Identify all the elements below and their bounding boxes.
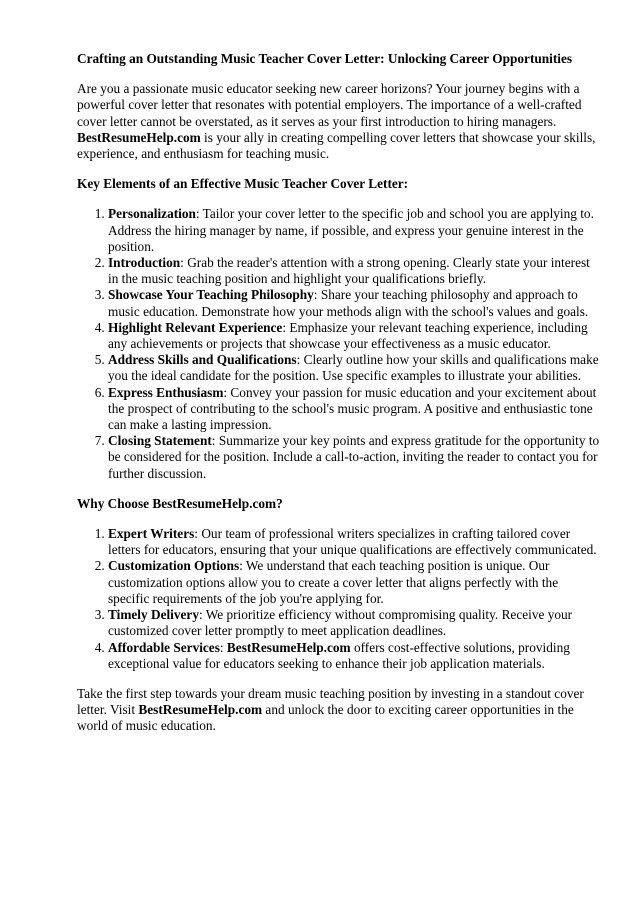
- list-item: [108, 385, 601, 434]
- list-item-desc: : Share your teaching philosophy and approach to music education. Demonstrate how your methods align with the school's values and goals.: [108, 287, 589, 319]
- list-item: [108, 352, 601, 384]
- list-item-desc: : Clearly outline how your skills and qualifications make you the ideal candidate for the position. Use specific examples to illustrate your abilities.: [108, 352, 599, 384]
- list-item-desc: : Our team of professional writers specializes in crafting tailored cover letters for educators, ensuring that your unique qualifications are effectively communicated.: [108, 526, 597, 558]
- list-item-desc: : Summarize your key points and express gratitude for the opportunity to be considered for the position. Include a call-to-action, inviting the reader to contact you for further discussion.: [108, 433, 600, 481]
- list-item-term: Closing Statement: [108, 433, 212, 449]
- list-item: [108, 287, 601, 319]
- list-item: [108, 607, 601, 639]
- list-item-term: Address Skills and Qualifications: [108, 352, 297, 368]
- list-item: [108, 206, 601, 255]
- list-item-desc: : Convey your passion for music education and your excitement about the prospect of contributing to the school's music program. A positive and enthusiastic tone can make a lasting impression.: [108, 384, 597, 433]
- list-item-term: Highlight Relevant Experience: [108, 319, 283, 335]
- list-item-desc: : Emphasize your relevant teaching experience, including any achievements or projects that showcase your effectiveness as a music educator.: [108, 319, 588, 352]
- list-item-term: Personalization: [108, 206, 196, 222]
- list-item-desc: : We understand that each teaching position is unique. Our customization options allow you to create a cover letter that aligns perfectly with the specific requirements of the job you're applying for.: [108, 558, 559, 606]
- list-item-term: Introduction: [108, 255, 181, 271]
- closing-text-after: and unlock the door to exciting career opportunities in the world of music education.: [77, 702, 574, 734]
- list-item-desc-continued: offers cost-effective solutions, providing exceptional value for educators seeking to enhance their job application materials.: [108, 639, 570, 671]
- closing-paragraph: [77, 686, 601, 735]
- list-item-desc: :: [219, 639, 227, 655]
- list-item: [108, 526, 601, 558]
- list-item-term: Timely Delivery: [108, 607, 199, 623]
- list-item: [108, 558, 601, 607]
- list-item: [108, 433, 601, 482]
- key-elements-list: [77, 206, 601, 481]
- intro-text-before: Are you a passionate music educator seeking new career horizons? Your journey begins with a powerful cover letter that resonates with potential employers. The importance of a well-crafted cover letter cannot be overstated, as it serves as your first introduction to hiring managers.: [77, 81, 582, 129]
- list-item-term: Expert Writers: [108, 526, 195, 542]
- closing-text-before: Take the first step towards your dream music teaching position by investing in a standout cover letter. Visit: [77, 685, 584, 718]
- list-item-term: Showcase Your Teaching Philosophy: [108, 287, 314, 303]
- intro-text-after: is your ally in creating compelling cover letters that showcase your skills, experience, and enthusiasm for teaching music.: [77, 129, 596, 162]
- list-item-desc: : Tailor your cover letter to the specific job and school you are applying to. Address the hiring manager by name, if possible, and express your genuine interest in the position.: [108, 206, 594, 254]
- list-item-desc: : Grab the reader's attention with a strong opening. Clearly state your interest in the music teaching position and highlight your qualifications briefly.: [108, 255, 590, 287]
- list-item: [108, 255, 601, 287]
- key-elements-heading: Key Elements of an Effective Music Teacher Cover Letter:: [77, 176, 409, 192]
- document-title: Crafting an Outstanding Music Teacher Cover Letter: Unlocking Career Opportunities: [77, 51, 573, 66]
- why-choose-heading: Why Choose BestResumeHelp.com?: [77, 495, 283, 511]
- why-choose-list: [77, 526, 601, 672]
- list-item: [108, 320, 601, 352]
- list-item-term: Express Enthusiasm: [108, 384, 224, 400]
- list-item-term: Affordable Services: [108, 639, 220, 655]
- list-item: [108, 640, 601, 672]
- list-item-brand: BestResumeHelp.com: [226, 639, 351, 655]
- list-item-desc: : We prioritize efficiency without compromising quality. Receive your customized cover letter promptly to meet application deadlines.: [108, 607, 573, 639]
- document-page: [77, 51, 601, 749]
- intro-brand: BestResumeHelp.com: [77, 129, 201, 145]
- closing-brand: BestResumeHelp.com: [138, 702, 263, 718]
- list-item-term: Customization Options: [108, 558, 240, 574]
- intro-paragraph: [77, 81, 601, 162]
